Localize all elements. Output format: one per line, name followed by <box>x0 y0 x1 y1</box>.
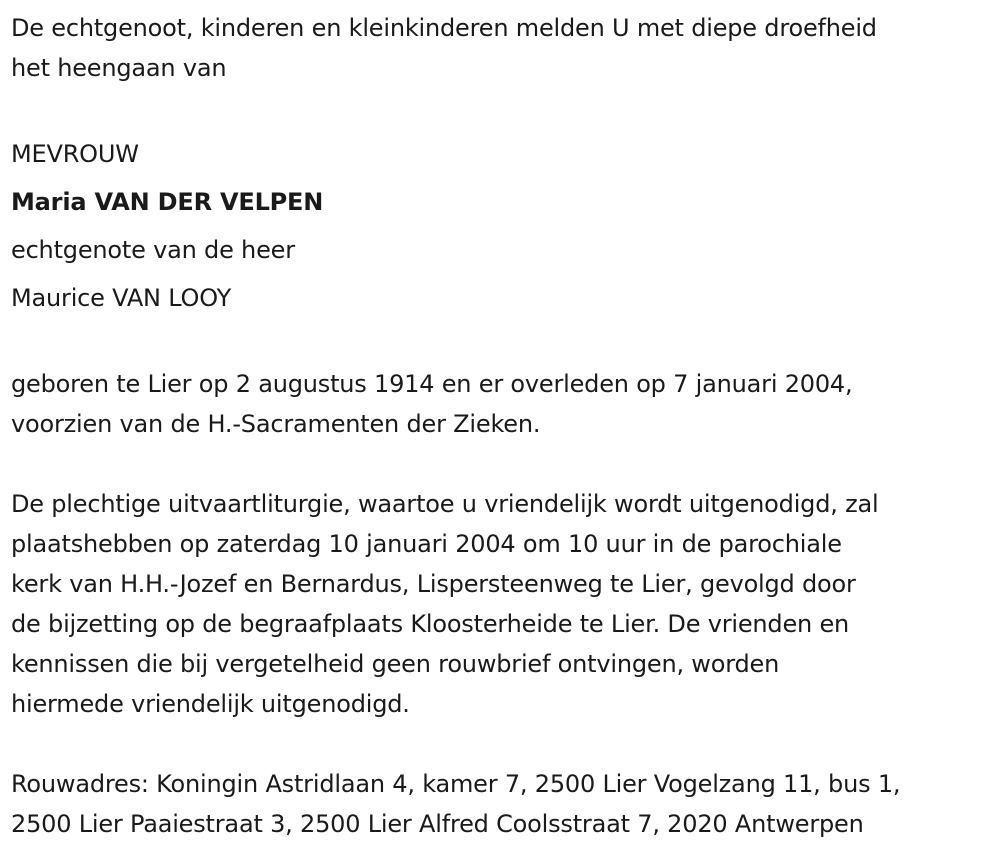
ceremony-line: hiermede vriendelijk uitgenodigd. <box>11 690 410 718</box>
ceremony-line: kerk van H.H.-Jozef en Bernardus, Lispersteenweg te Lier, gevolgd door <box>11 570 856 598</box>
ceremony-line: de bijzetting op de begraafplaats Kloosterheide te Lier. De vrienden en <box>11 610 850 638</box>
birth-death-line: geboren te Lier op 2 augustus 1914 en er overleden op 7 januari 2004, <box>11 370 853 398</box>
relation-text: echtgenote van de heer <box>11 236 295 264</box>
address-paragraph <box>11 764 996 844</box>
intro-line: De echtgenoot, kinderen en kleinkinderen melden U met diepe droefheid <box>11 14 877 42</box>
spouse-name: Maurice VAN LOOY <box>11 284 232 312</box>
ceremony-line: plaatshebben op zaterdag 10 januari 2004 om 10 uur in de parochiale <box>11 530 842 558</box>
deceased-block <box>11 130 996 322</box>
intro-paragraph <box>11 8 996 88</box>
intro-line: het heengaan van <box>11 54 227 82</box>
ceremony-paragraph <box>11 484 996 724</box>
ceremony-line: kennissen die bij vergetelheid geen rouwbrief ontvingen, worden <box>11 650 780 678</box>
ceremony-line: De plechtige uitvaartliturgie, waartoe u vriendelijk wordt uitgenodigd, zal <box>11 490 879 518</box>
birth-death-line: voorzien van de H.-Sacramenten der Zieken. <box>11 410 541 438</box>
birth-death-paragraph <box>11 364 996 444</box>
obituary-notice <box>11 8 996 844</box>
address-line: Rouwadres: Koningin Astridlaan 4, kamer 7, 2500 Lier Vogelzang 11, bus 1, <box>11 770 901 798</box>
deceased-name: Maria VAN DER VELPEN <box>11 188 324 216</box>
honorific-title: MEVROUW <box>11 140 139 168</box>
address-line: 2500 Lier Paaiestraat 3, 2500 Lier Alfred Coolsstraat 7, 2020 Antwerpen <box>11 810 864 838</box>
